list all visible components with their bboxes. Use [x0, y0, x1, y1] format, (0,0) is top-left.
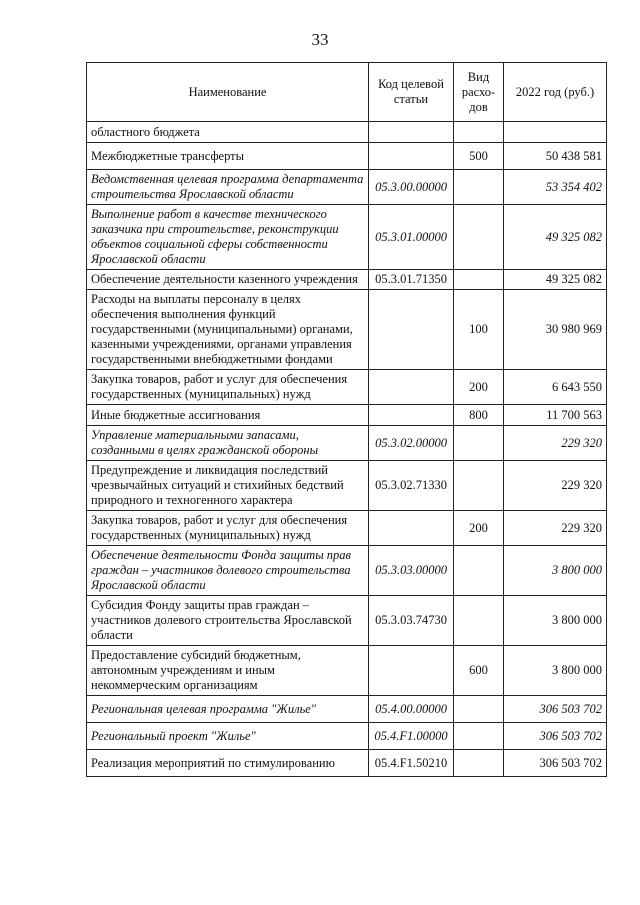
- row-type: [454, 546, 504, 596]
- row-type: [454, 596, 504, 646]
- row-code: [369, 290, 454, 370]
- header-name: Наименование: [87, 63, 369, 122]
- row-amount: 306 503 702: [504, 696, 607, 723]
- row-code: 05.4.00.00000: [369, 696, 454, 723]
- row-type: [454, 461, 504, 511]
- row-name: областного бюджета: [87, 122, 369, 143]
- row-code: [369, 143, 454, 170]
- row-type: [454, 170, 504, 205]
- row-amount: 229 320: [504, 426, 607, 461]
- row-code: 05.3.02.71330: [369, 461, 454, 511]
- row-type: [454, 426, 504, 461]
- row-amount: 11 700 563: [504, 405, 607, 426]
- row-type: 500: [454, 143, 504, 170]
- budget-table: [86, 62, 607, 777]
- row-code: [369, 511, 454, 546]
- header-amount: 2022 год (руб.): [504, 63, 607, 122]
- row-amount: 6 643 550: [504, 370, 607, 405]
- row-type: [454, 750, 504, 777]
- row-type: [454, 122, 504, 143]
- row-type: 100: [454, 290, 504, 370]
- row-code: [369, 370, 454, 405]
- row-name: Предоставление субсидий бюджетным, автономным учреждениям и иным некоммерческим организациям: [87, 646, 369, 696]
- row-name: Обеспечение деятельности казенного учреждения: [87, 270, 369, 290]
- row-amount: [504, 122, 607, 143]
- row-type: [454, 270, 504, 290]
- row-name: Реализация мероприятий по стимулированию: [87, 750, 369, 777]
- row-name: Межбюджетные трансферты: [87, 143, 369, 170]
- row-code: [369, 122, 454, 143]
- row-amount: 229 320: [504, 461, 607, 511]
- header-type: Вид расхо-дов: [454, 63, 504, 122]
- row-name: Субсидия Фонду защиты прав граждан – участников долевого строительства Ярославской области: [87, 596, 369, 646]
- row-name: Управление материальными запасами, созданными в целях гражданской обороны: [87, 426, 369, 461]
- row-name: Выполнение работ в качестве технического заказчика при строительстве, реконструкции объектов социальной сферы собственности Ярославской области: [87, 205, 369, 270]
- row-amount: 30 980 969: [504, 290, 607, 370]
- row-amount: 53 354 402: [504, 170, 607, 205]
- row-code: 05.3.01.71350: [369, 270, 454, 290]
- row-code: 05.4.F1.00000: [369, 723, 454, 750]
- page-number: 33: [311, 30, 329, 49]
- row-amount: 49 325 082: [504, 270, 607, 290]
- row-type: [454, 205, 504, 270]
- row-code: 05.3.02.00000: [369, 426, 454, 461]
- row-name: Региональная целевая программа "Жилье": [87, 696, 369, 723]
- row-amount: 3 800 000: [504, 546, 607, 596]
- row-code: 05.3.00.00000: [369, 170, 454, 205]
- header-code: Код целевой статьи: [369, 63, 454, 122]
- row-code: [369, 646, 454, 696]
- table-body: [87, 122, 607, 777]
- row-name: Предупреждение и ликвидация последствий чрезвычайных ситуаций и стихийных бедствий природного и техногенного характера: [87, 461, 369, 511]
- row-type: 200: [454, 511, 504, 546]
- row-name: Расходы на выплаты персоналу в целях обеспечения выполнения функций государственными (муниципальными) органами, казенными учреждениями, органами управления государственными внебюджетными фондами: [87, 290, 369, 370]
- row-code: 05.3.03.74730: [369, 596, 454, 646]
- row-code: 05.3.01.00000: [369, 205, 454, 270]
- row-name: Ведомственная целевая программа департамента строительства Ярославской области: [87, 170, 369, 205]
- row-type: [454, 723, 504, 750]
- row-amount: 229 320: [504, 511, 607, 546]
- row-amount: 306 503 702: [504, 750, 607, 777]
- row-code: 05.3.03.00000: [369, 546, 454, 596]
- row-name: Региональный проект "Жилье": [87, 723, 369, 750]
- row-amount: 306 503 702: [504, 723, 607, 750]
- row-name: Закупка товаров, работ и услуг для обеспечения государственных (муниципальных) нужд: [87, 511, 369, 546]
- row-amount: 3 800 000: [504, 596, 607, 646]
- row-code: 05.4.F1.50210: [369, 750, 454, 777]
- row-amount: 49 325 082: [504, 205, 607, 270]
- row-type: 200: [454, 370, 504, 405]
- row-amount: 3 800 000: [504, 646, 607, 696]
- table-header-row: [87, 63, 607, 122]
- row-type: [454, 696, 504, 723]
- row-name: Закупка товаров, работ и услуг для обеспечения государственных (муниципальных) нужд: [87, 370, 369, 405]
- row-amount: 50 438 581: [504, 143, 607, 170]
- row-name: Обеспечение деятельности Фонда защиты прав граждан – участников долевого строительства Ярославской области: [87, 546, 369, 596]
- row-name: Иные бюджетные ассигнования: [87, 405, 369, 426]
- row-type: 800: [454, 405, 504, 426]
- row-type: 600: [454, 646, 504, 696]
- row-code: [369, 405, 454, 426]
